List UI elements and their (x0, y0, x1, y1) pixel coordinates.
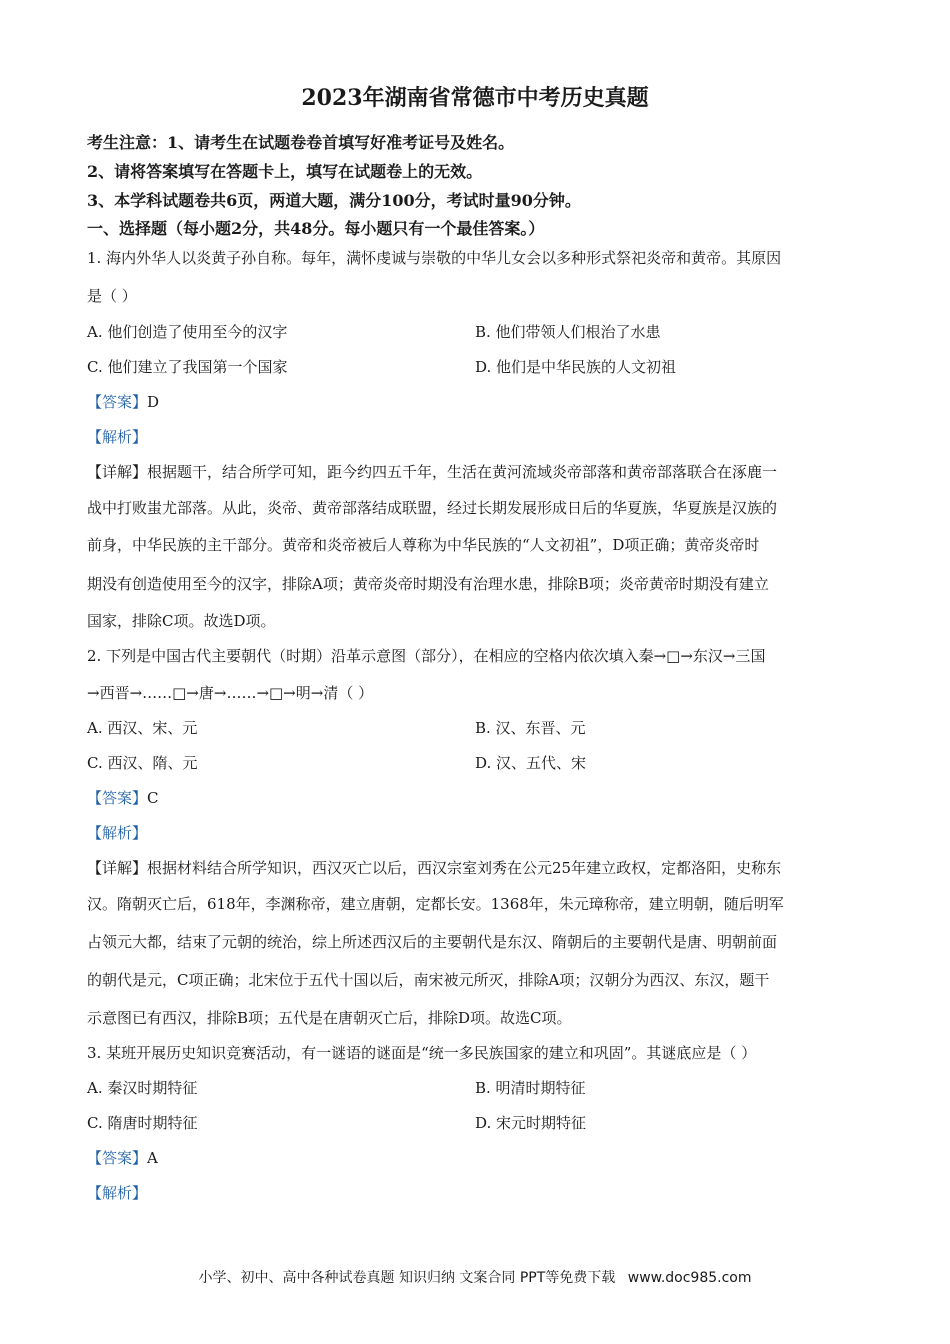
analysis-tag: 【解析】 (87, 428, 148, 446)
q2-answer (87, 787, 867, 809)
q2-option-c: C. 西汉、隋、元 (87, 754, 198, 772)
notice-line-3: 3、本学科试题卷共6页，两道大题，满分100分，考试时量90分钟。 (87, 191, 581, 210)
q2-option-b: B. 汉、东晋、元 (475, 719, 586, 737)
q3-option-d: D. 宋元时期特征 (475, 1114, 587, 1132)
notice-line-2: 2、请将答案填写在答题卡上，填写在试题卷上的无效。 (87, 162, 483, 181)
footer-site-link[interactable]: www.doc985.com (627, 1270, 752, 1286)
q2-option-a: A. 西汉、宋、元 (87, 719, 198, 737)
q1-detail-line-2: 战中打败蚩尤部落。从此，炎帝、黄帝部落结成联盟，经过长期发展形成日后的华夏族，华夏族是汉族的 (87, 499, 778, 517)
q2-detail-line-3: 占领元大都，结束了元朝的统治，综上所述西汉后的主要朝代是东汉、隋朝后的主要朝代是唐、明朝前面 (87, 933, 778, 951)
q1-option-a: A. 他们创造了使用至今的汉字 (87, 323, 288, 341)
section-heading: 一、选择题（每小题2分，共48分。每小题只有一个最佳答案。） (87, 219, 545, 238)
q1-stem-line-1: 1. 海内外华人以炎黄子孙自称。每年，满怀虔诚与崇敬的中华儿女会以多种形式祭祀炎帝和黄帝。其原因 (87, 249, 782, 267)
q3-answer (87, 1147, 867, 1169)
analysis-tag: 【解析】 (87, 824, 148, 842)
q1-detail-text: 根据题干，结合所学可知，距今约四五千年，生活在黄河流域炎帝部落和黄帝部落联合在涿鹿一 (147, 463, 778, 481)
answer-tag: 【答案】 (87, 393, 148, 411)
q1-option-d: D. 他们是中华民族的人文初祖 (475, 358, 677, 376)
q1-analysis-tag (87, 426, 867, 448)
q2-answer-value: C (147, 789, 159, 807)
q2-option-d: D. 汉、五代、宋 (475, 754, 587, 772)
q3-stem-line-1: 3. 某班开展历史知识竞赛活动，有一谜语的谜面是“统一多民族国家的建立和巩固”。其谜底应是（ ） (87, 1044, 757, 1062)
q2-detail-line-2: 汉。隋朝灭亡后，618年，李渊称帝，建立唐朝，定都长安。1368年，朱元璋称帝，建立明朝，随后明军 (87, 895, 784, 913)
q1-answer-value: D (147, 393, 160, 411)
detail-tag: 【详解】 (87, 859, 148, 877)
q1-detail-line-1 (87, 461, 867, 483)
answer-tag: 【答案】 (87, 789, 148, 807)
answer-tag: 【答案】 (87, 1149, 148, 1167)
footer-text: 小学、初中、高中各种试卷真题 知识归纳 文案合同 PPT等免费下载 (198, 1270, 616, 1286)
page-title: 2023年湖南省常德市中考历史真题 (301, 85, 649, 111)
q1-answer (87, 391, 867, 413)
page-footer (0, 1268, 950, 1288)
q3-option-c: C. 隋唐时期特征 (87, 1114, 198, 1132)
notice-line-1: 考生注意：1、请考生在试题卷卷首填写好准考证号及姓名。 (87, 133, 515, 152)
q2-stem-line-1: 2. 下列是中国古代主要朝代（时期）沿革示意图（部分），在相应的空格内依次填入秦→□→东汉→三国 (87, 647, 766, 665)
q2-detail-line-5: 示意图已有西汉，排除B项；五代是在唐朝灭亡后，排除D项。故选C项。 (87, 1009, 572, 1027)
q1-option-c: C. 他们建立了我国第一个国家 (87, 358, 288, 376)
q2-detail-line-1 (87, 857, 867, 879)
q3-option-a: A. 秦汉时期特征 (87, 1079, 198, 1097)
q3-analysis-tag (87, 1182, 867, 1204)
q3-answer-value: A (147, 1149, 158, 1167)
analysis-tag: 【解析】 (87, 1184, 148, 1202)
q1-stem-line-2: 是（ ） (87, 287, 137, 305)
q2-detail-line-4: 的朝代是元，C项正确；北宋位于五代十国以后，南宋被元所灭，排除A项；汉朝分为西汉、东汉，题干 (87, 971, 770, 989)
q1-option-b: B. 他们带领人们根治了水患 (475, 323, 661, 341)
q2-detail-text: 根据材料结合所学知识，西汉灭亡以后，西汉宗室刘秀在公元25年建立政权，定都洛阳，史称东 (147, 859, 782, 877)
q1-detail-line-3: 前身，中华民族的主干部分。黄帝和炎帝被后人尊称为中华民族的“人文初祖”，D项正确；黄帝炎帝时 (87, 536, 760, 554)
q1-detail-line-5: 国家，排除C项。故选D项。 (87, 612, 276, 630)
q2-stem-line-2: →西晋→……□→唐→……→□→明→清（ ） (87, 684, 374, 702)
q3-option-b: B. 明清时期特征 (475, 1079, 586, 1097)
q2-analysis-tag (87, 822, 867, 844)
q1-detail-line-4: 期没有创造使用至今的汉字，排除A项；黄帝炎帝时期没有治理水患，排除B项；炎帝黄帝时期没有建立 (87, 575, 769, 593)
detail-tag: 【详解】 (87, 463, 148, 481)
